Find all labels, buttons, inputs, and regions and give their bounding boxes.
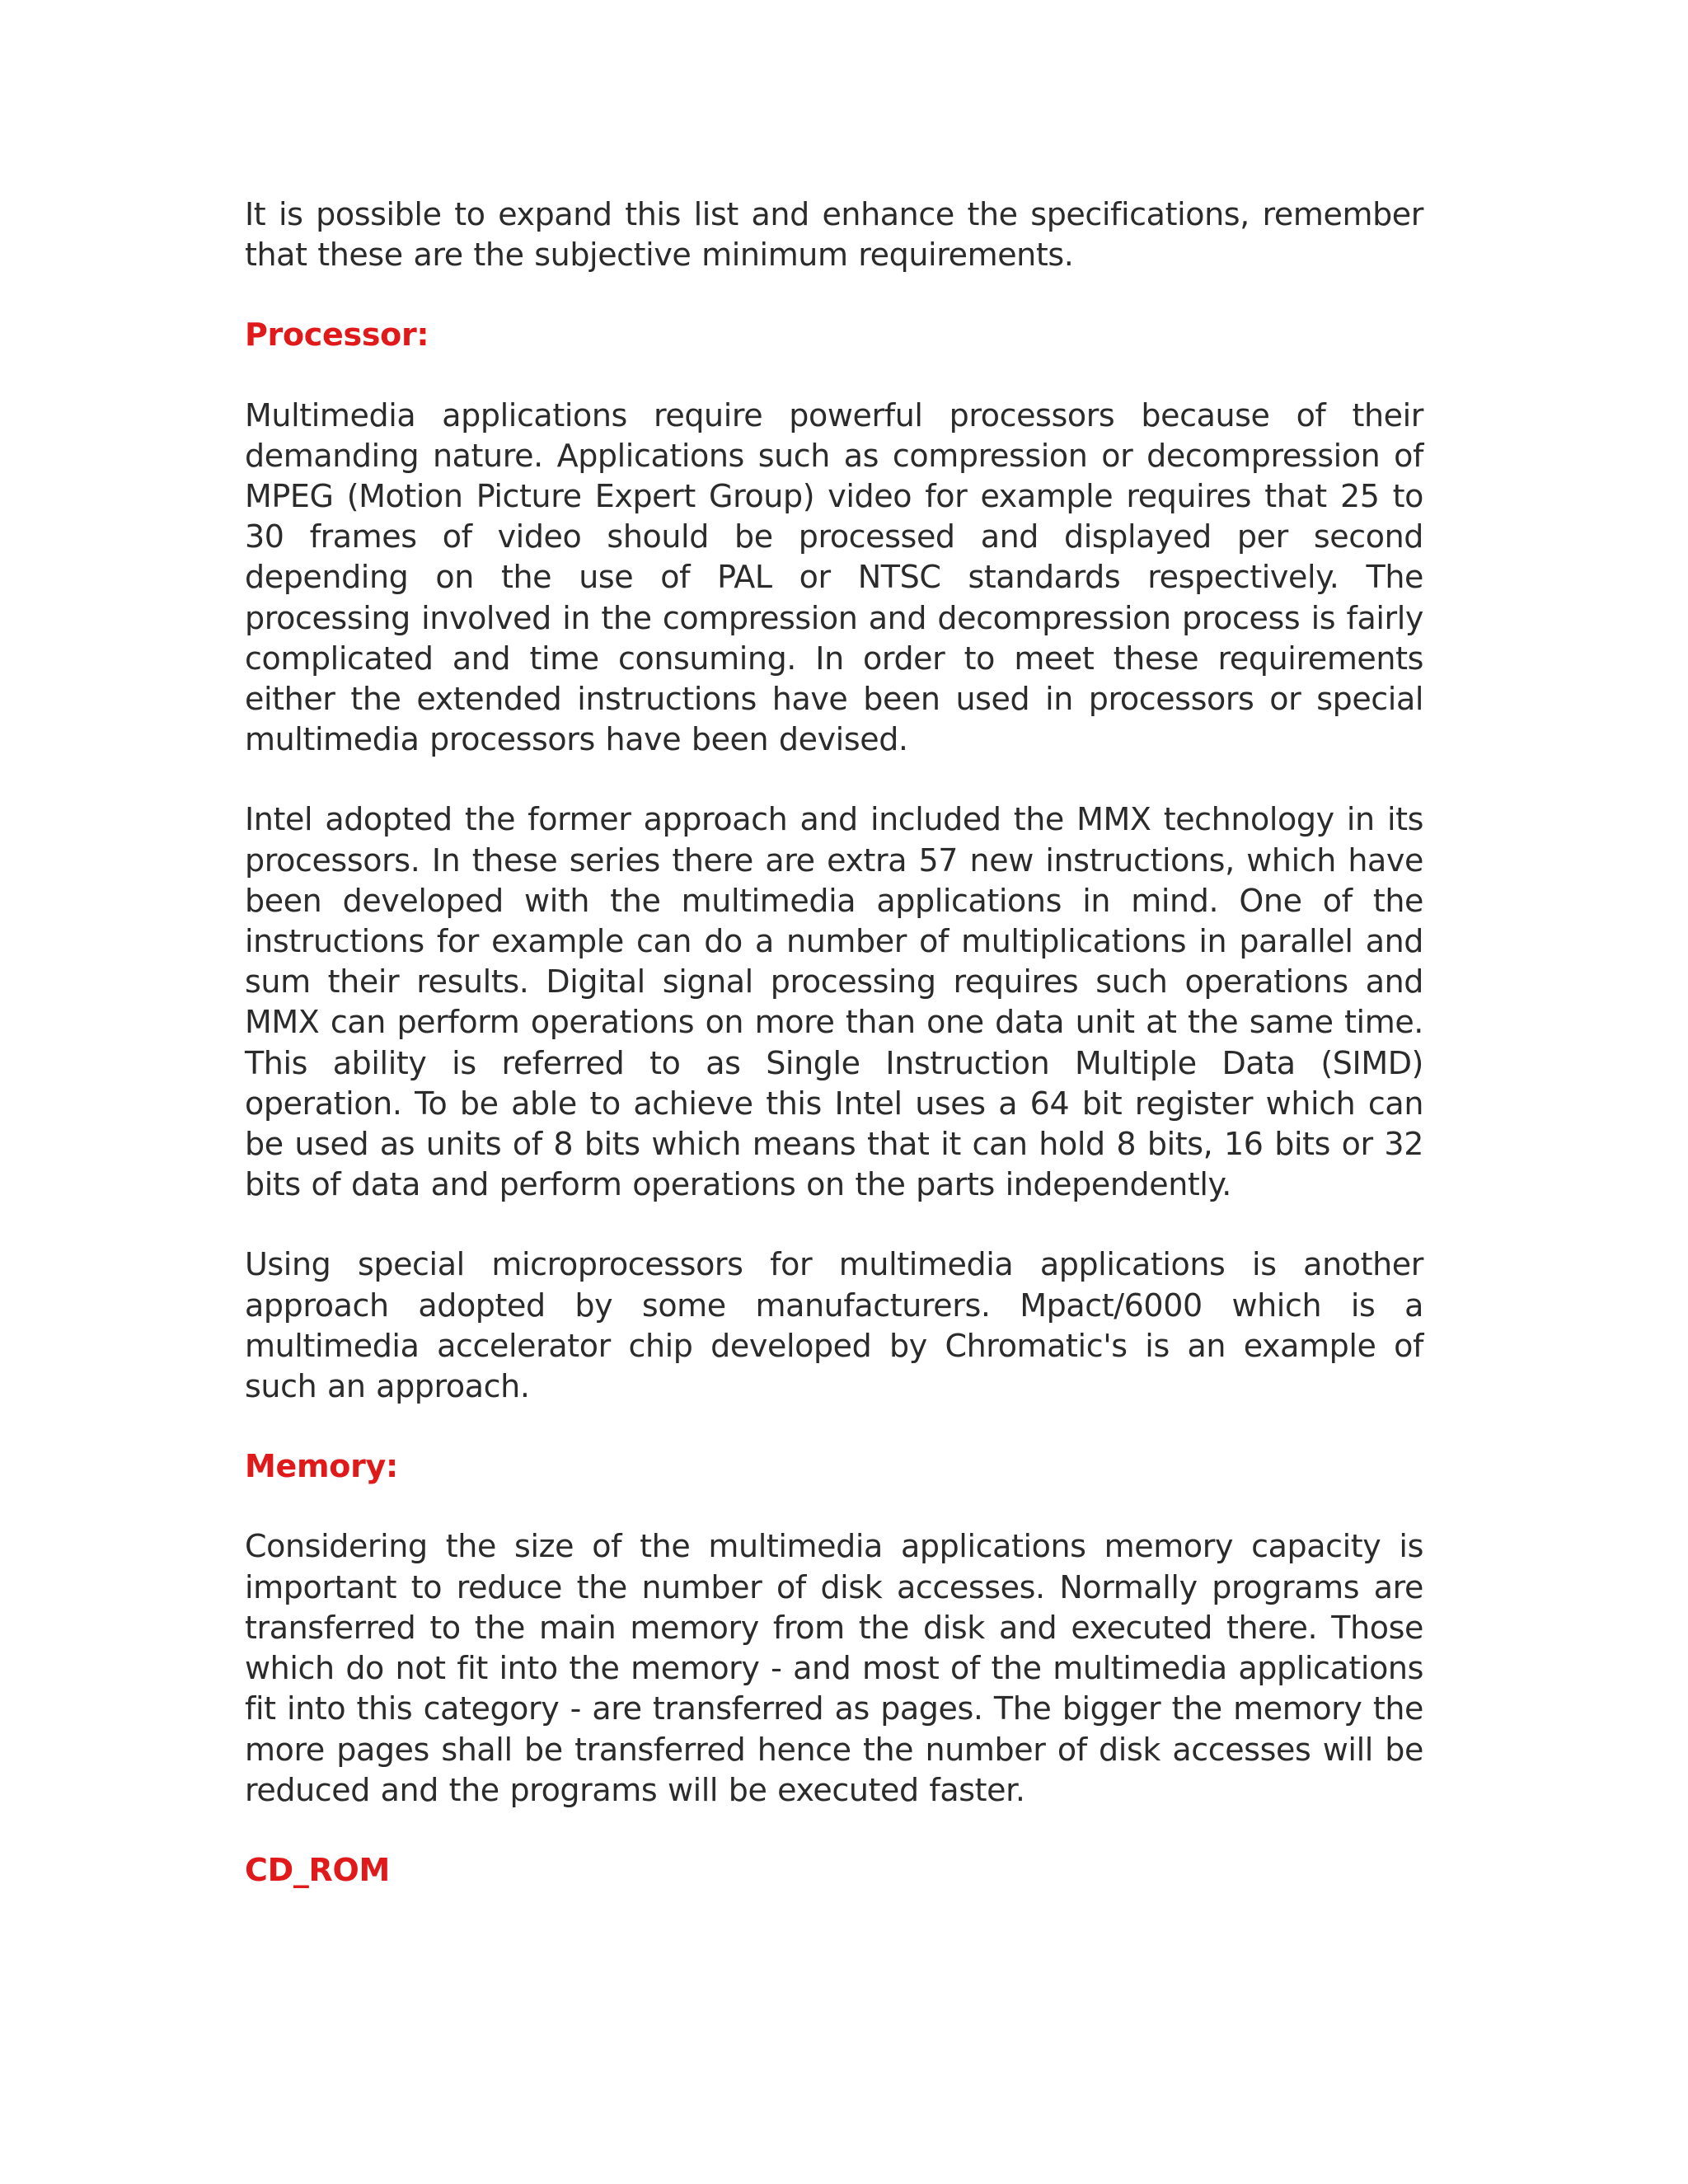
processor-paragraph-2: Intel adopted the former approach and included the MMX technology in its processors. In these series there are extra 57 new instructions, which have been developed with the multimedia applications in mind. One of the instructions for example can do a number of multiplications in parallel and sum their results. Digital signal processing requires such operations and MMX can perform operations on more than one data unit at the same time. This ability is referred to as Single Instruction Multiple Data (SIMD) operation. To be able to achieve this Intel uses a 64 bit register which can be used as units of 8 bits which means that it can hold 8 bits, 16 bits or 32 bits of data and perform operations on the parts independently. [245, 801, 1423, 1203]
processor-paragraph-1: Multimedia applications require powerful processors because of their demanding nature. Applications such as compression or decompression of MPEG (Motion Picture Expert Group) video for example requires that 25 to 30 frames of video should be processed and displayed per second depending on the use of PAL or NTSC standards respectively. The processing involved in the compression and decompression process is fairly complicated and time consuming. In order to meet these requirements either the extended instructions have been used in processors or special multimedia processors have been devised. [245, 396, 1423, 758]
document-page [245, 194, 1423, 1891]
intro-paragraph: It is possible to expand this list and enhance the specifications, remember that these are the subjective minimum requirements. [245, 196, 1423, 274]
memory-heading: Memory: [245, 1448, 398, 1485]
cdrom-heading: CD_ROM [245, 1851, 391, 1888]
processor-paragraph-3: Using special microprocessors for multimedia applications is another approach adopted by some manufacturers. Mpact/6000 which is a multimedia accelerator chip developed by Chromatic's is an example of such an approach. [245, 1246, 1423, 1405]
processor-heading: Processor: [245, 316, 429, 354]
memory-paragraph-1: Considering the size of the multimedia applications memory capacity is important to reduce the number of disk accesses. Normally programs are transferred to the main memory from the disk and executed there. Those which do not fit into the memory - and most of the multimedia applications fit into this category - are transferred as pages. The bigger the memory the more pages shall be transferred hence the number of disk accesses will be reduced and the programs will be executed faster. [245, 1528, 1423, 1808]
